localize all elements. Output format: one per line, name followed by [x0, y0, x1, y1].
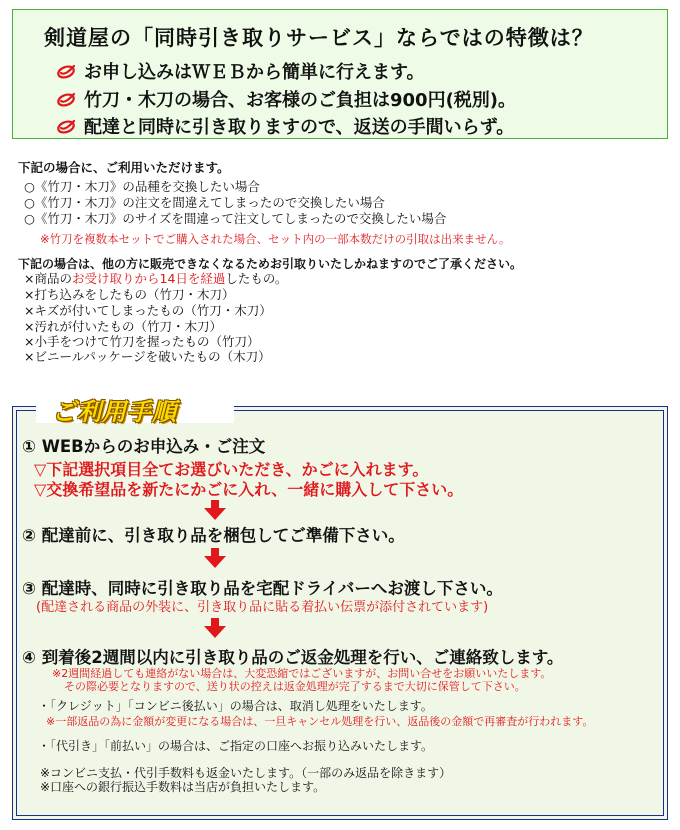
step-1-sub: ▽交換希望品を新たにかごに入れ、一緒に購入して下さい。: [34, 480, 464, 499]
step-3-label: ③ 配達時、同時に引き取り品を宅配ドライバーへお渡し下さい。: [22, 579, 503, 598]
step-3-note: (配達される商品の外装に、引き取り品に貼る着払い伝票が添付されています): [36, 600, 489, 615]
feature-item: [56, 113, 514, 139]
step-1-label: ① WEBからのお申込み・ご注文: [22, 437, 266, 456]
check-icon: [56, 91, 78, 107]
not-usable-item: ×打ち込みをしたもの（竹刀・木刀）: [24, 287, 235, 302]
feature-item-text: 竹刀・木刀の場合、お客様のご負担は900円(税別)。: [84, 90, 517, 111]
usable-note: ※竹刀を複数本セットでご購入された場合、セット内の一部本数だけの引取は出来ません。: [40, 232, 511, 246]
not-usable-item: ×汚れが付いたもの（竹刀・木刀）: [24, 319, 222, 334]
not-usable-item: [24, 272, 287, 286]
step-4-note: ※2週間経過しても連絡がない場合は、大変恐縮ではございますが、お問い合せをお願いいたします。: [52, 667, 552, 680]
step-2-label: ② 配達前に、引き取り品を梱包してご準備下さい。: [22, 526, 405, 545]
down-arrow-icon: [204, 618, 226, 638]
step-4-note: その際必要となりますので、送り状の控えは返金処理が完了するまで大切に保管して下さい。: [64, 680, 526, 693]
not-usable-heading: 下記の場合は、他の方に販売できなくなるためお引取りいたしかねますのでご了承ください。: [18, 257, 523, 271]
usable-item: ○《竹刀・木刀》の品種を交換したい場合: [24, 179, 260, 194]
feature-item-text: お申し込みはＷＥＢから簡単に行えます。: [84, 62, 425, 83]
credit-info: ・「クレジット」「コンビニ後払い」の場合は、取消し処理をいたします。: [38, 699, 433, 713]
down-arrow-icon: [204, 500, 226, 520]
feature-item: [56, 86, 516, 112]
down-arrow-icon: [204, 548, 226, 568]
cod-info: ・「代引き」「前払い」の場合は、ご指定の口座へお振り込みいたします。: [38, 739, 434, 753]
credit-note: ※一部返品の為に金額が変更になる場合は、一旦キャンセル処理を行い、返品後の金額で再審査が行われます。: [46, 715, 594, 728]
feature-title: 剣道屋の「同時引き取りサービス」ならではの特徴は？: [44, 26, 594, 50]
not-usable-highlight: お受け取りから14日を経過: [71, 271, 226, 286]
feature-item: [56, 58, 425, 84]
usable-item: ○《竹刀・木刀》の注文を間違えてしまったので交換したい場合: [24, 195, 385, 210]
check-icon: [56, 118, 78, 134]
fee-note: ※口座への銀行振込手数料は当店が負担いたします。: [40, 780, 326, 794]
procedure-title: ご利用手順: [52, 398, 177, 426]
not-usable-item: ×キズが付いてしまったもの（竹刀・木刀）: [24, 303, 272, 318]
usable-heading: 下記の場合に、ご利用いただけます。: [18, 160, 230, 175]
check-icon: [56, 63, 78, 79]
not-usable-prefix: ×商品の: [24, 271, 72, 286]
not-usable-item: ×小手をつけて竹刀を握ったもの（竹刀）: [24, 334, 260, 349]
step-4-label: ④ 到着後2週間以内に引き取り品のご返金処理を行い、ご連絡致します。: [22, 648, 564, 667]
feature-item-text: 配達と同時に引き取りますので、返送の手間いらず。: [84, 117, 515, 138]
not-usable-item: ×ビニールパッケージを破いたもの（木刀）: [24, 349, 271, 364]
not-usable-suffix: したもの。: [225, 271, 288, 286]
fee-note: ※コンビニ支払・代引手数料も返金いたします。（一部のみ返品を除きます）: [40, 766, 452, 780]
step-1-sub: ▽下記選択項目全てお選びいただき、かごに入れます。: [34, 460, 429, 479]
usable-item: ○《竹刀・木刀》のサイズを間違って注文してしまったので交換したい場合: [24, 211, 447, 226]
